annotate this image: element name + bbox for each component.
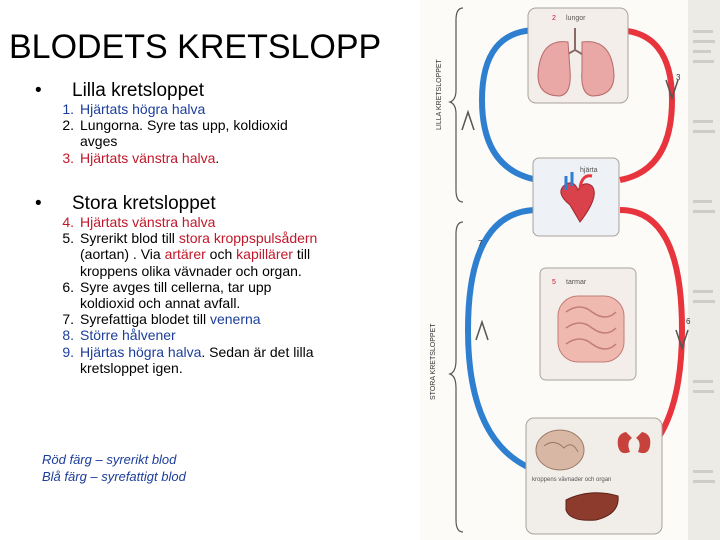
heading-stora-kretsloppet: Stora kretsloppet <box>72 193 216 214</box>
item-text: Lungorna. Syre tas upp, koldioxid <box>80 117 288 134</box>
number-7: 7 <box>478 239 483 248</box>
item-text: till <box>292 246 311 263</box>
panel-lungor-number: 2 <box>552 15 556 22</box>
item-text: Hjärtats vänstra halva <box>80 214 216 230</box>
circulation-figure <box>420 0 720 540</box>
item-number: 4. <box>62 214 74 230</box>
label-lilla-kretsloppet: LILLA KRETSLOPPET <box>436 59 443 130</box>
item-text: kroppens olika vävnader och organ. <box>80 262 302 279</box>
page-strip <box>688 0 720 540</box>
panel-tarmar-label: tarmar <box>566 279 587 286</box>
item-text-suffix: . <box>215 149 220 166</box>
item-number: 7. <box>62 311 74 328</box>
panel-tarmar-number: 5 <box>552 279 556 286</box>
item-number: 8. <box>62 327 74 344</box>
list-stora-kretsloppet <box>52 214 412 376</box>
panel-hjarta-label: hjärta <box>580 167 598 174</box>
item-number: 3. <box>62 149 74 166</box>
item-number: 2. <box>62 117 74 134</box>
item-text: Syrefattiga blodet till <box>80 311 210 328</box>
item-number: 6. <box>62 278 74 295</box>
slide-title: BLODETS KRETSLOPP <box>9 28 382 66</box>
list-item <box>52 327 412 343</box>
list-item <box>52 279 412 311</box>
list-item <box>52 150 412 166</box>
number-6: 6 <box>686 317 691 326</box>
list-item <box>52 214 412 230</box>
item-text: avges <box>80 133 118 150</box>
item-number: 9. <box>62 343 74 360</box>
list-item <box>52 311 412 327</box>
item-text: koldioxid och annat avfall. <box>80 295 241 312</box>
list-item <box>52 101 412 117</box>
item-text: Syrerikt blod till <box>80 230 179 247</box>
bullet-dot: • <box>35 80 42 101</box>
item-text-red: artärer <box>164 246 206 263</box>
bullet-dot: • <box>35 193 42 214</box>
item-text: kretsloppet igen. <box>80 359 183 376</box>
color-legend <box>42 451 186 485</box>
item-text: Syre avges till cellerna, tar upp <box>80 278 272 295</box>
item-number: 1. <box>62 101 74 117</box>
list-item <box>52 117 412 149</box>
item-text: Hjärtats högra halva <box>80 101 206 117</box>
list-lilla-kretsloppet <box>52 101 412 166</box>
item-text: (aortan) . Via <box>80 246 165 263</box>
item-text: Hjärtats vänstra halva <box>80 149 216 166</box>
legend-blue-meaning: Blå färg – syrefattigt blod <box>42 469 186 484</box>
item-text: . Sedan är det lilla <box>201 343 314 360</box>
item-text-blue: Större hålvener <box>80 327 176 344</box>
label-stora-kretsloppet: STORA KRETSLOPPET <box>430 323 437 400</box>
item-number: 5. <box>62 230 74 247</box>
legend-red-meaning: Röd färg – syrerikt blod <box>42 452 177 467</box>
item-text-blue: Hjärtas högra halva <box>80 343 202 360</box>
item-text: och <box>205 246 237 263</box>
item-text-blue: venerna <box>209 311 261 328</box>
number-3: 3 <box>676 73 681 82</box>
panel-lungor-label: lungor <box>566 15 586 22</box>
circulation-diagram <box>420 0 720 540</box>
list-item <box>52 230 412 279</box>
item-text-red: stora kroppspulsådern <box>178 230 318 247</box>
item-text-red: kapillärer <box>236 246 293 263</box>
list-item <box>52 344 412 376</box>
heading-lilla-kretsloppet: Lilla kretsloppet <box>72 80 205 101</box>
panel-organ-label: kroppens vävnader och organ <box>532 477 612 483</box>
